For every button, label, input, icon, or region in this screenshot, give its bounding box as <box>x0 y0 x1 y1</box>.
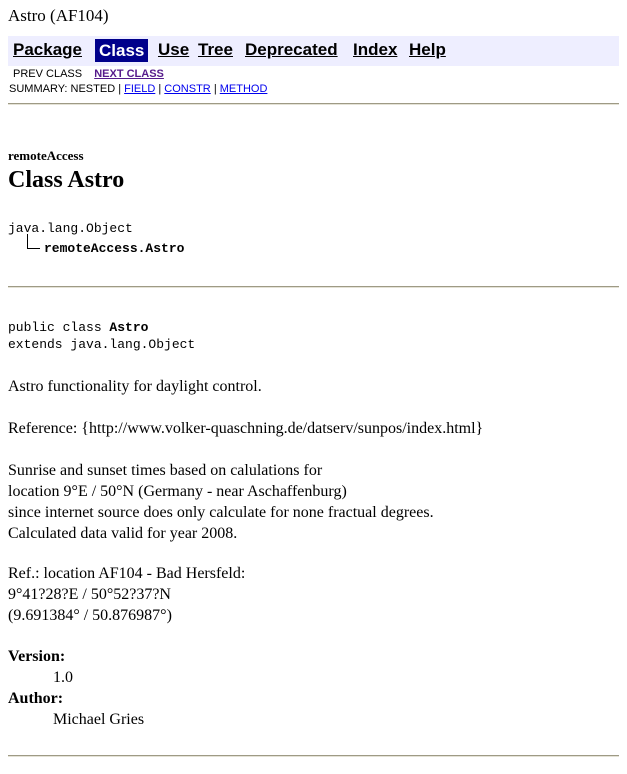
reference-line: Ref.: location AF104 - Bad Hersfeld: <box>8 565 246 582</box>
divider <box>8 103 619 105</box>
class-heading: Class Astro <box>8 167 125 193</box>
divider <box>8 755 619 757</box>
reference-location <box>8 563 245 626</box>
nav-use-link[interactable]: Use <box>158 40 190 59</box>
declaration-extends: extends java.lang.Object <box>8 337 196 352</box>
version-label: Version: <box>8 648 66 665</box>
description-reference: Reference: {http://www.volker-quaschning.de/datserv/sunpos/index.html} <box>8 420 484 437</box>
nav-deprecated-link[interactable]: Deprecated <box>245 40 338 59</box>
declaration-modifiers: public class <box>8 320 110 335</box>
summary-separator: | <box>158 83 162 95</box>
summary-prefix: SUMMARY: NESTED | <box>9 83 122 95</box>
class-nav <box>13 68 164 80</box>
nav-tree-link[interactable]: Tree <box>198 40 233 59</box>
hierarchy-root: java.lang.Object <box>8 221 133 236</box>
nav-package-link[interactable]: Package <box>13 40 82 59</box>
description-line: Calculated data valid for year 2008. <box>8 525 238 542</box>
description-line: since internet source does only calculate for none fractual degrees. <box>8 504 434 521</box>
nav-class-current: Class <box>95 39 148 62</box>
author-label: Author: <box>8 690 64 707</box>
class-declaration <box>8 320 148 335</box>
method-summary-link[interactable]: METHOD <box>219 83 268 95</box>
field-summary-link[interactable]: FIELD <box>124 83 156 95</box>
author-value: Michael Gries <box>53 711 145 728</box>
nav-help-link[interactable]: Help <box>409 40 446 59</box>
summary-separator: | <box>213 83 217 95</box>
divider <box>8 286 619 288</box>
description-line: location 9°E / 50°N (Germany - near Aschaffenburg) <box>8 483 347 500</box>
package-name: remoteAccess <box>8 148 84 163</box>
top-nav-bar <box>8 36 619 66</box>
reference-line: 9°41?28?E / 50°52?37?N <box>8 586 171 603</box>
description-paragraph <box>8 460 434 544</box>
tag-list <box>8 646 144 730</box>
reference-line: (9.691384° / 50.876987°) <box>8 607 172 624</box>
description-summary: Astro functionality for daylight control. <box>8 378 262 395</box>
prev-class-label: PREV CLASS <box>13 68 83 80</box>
version-value: 1.0 <box>53 669 73 686</box>
page-title: Astro (AF104) <box>8 6 109 25</box>
declaration-class-name: Astro <box>109 320 149 335</box>
nav-index-link[interactable]: Index <box>353 40 398 59</box>
constr-summary-link[interactable]: CONSTR <box>164 83 211 95</box>
hierarchy-class: remoteAccess.Astro <box>44 241 185 256</box>
summary-nav <box>9 83 267 95</box>
next-class-link[interactable]: NEXT CLASS <box>94 68 164 80</box>
description-line: Sunrise and sunset times based on calulations for <box>8 462 323 479</box>
tree-connector-icon <box>27 234 40 249</box>
